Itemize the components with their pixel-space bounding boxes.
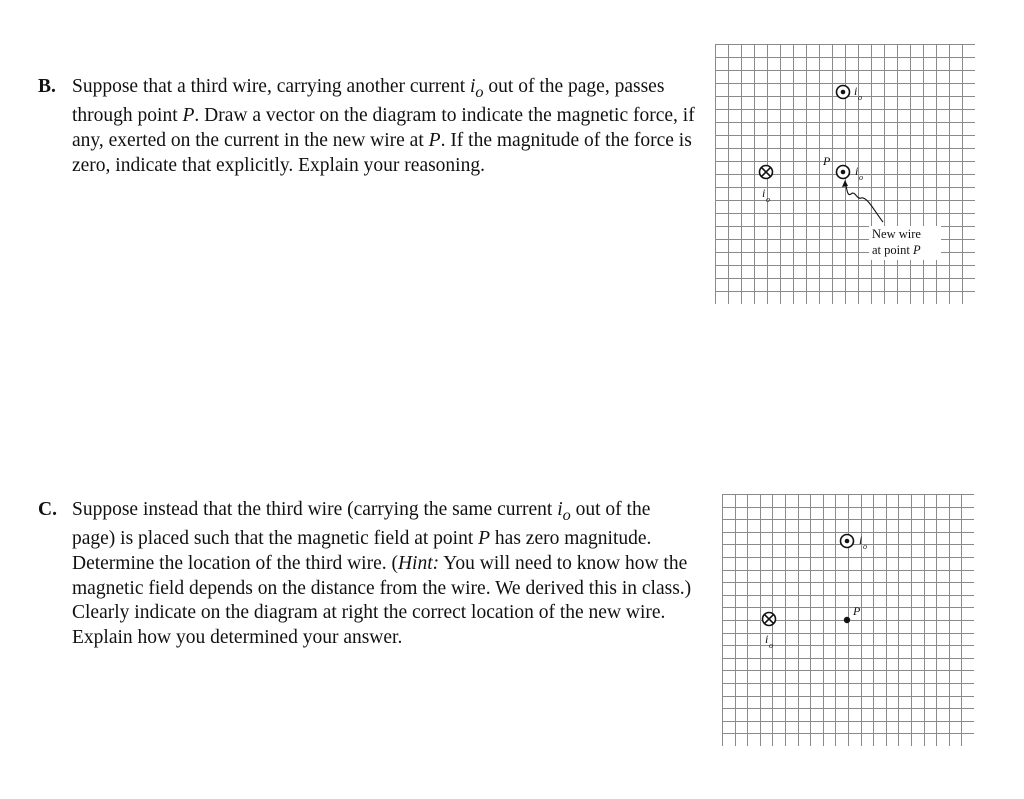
diagram-b-new-wire-current-label: i — [855, 164, 859, 178]
problem-b-text-4: . If the magnitude of the force is zero, indicate that explicitly. Explain your reasoning. — [72, 130, 692, 176]
wire-out-of-page-icon — [837, 86, 850, 99]
diagram-c-current-label-top: i — [859, 533, 863, 547]
problem-b-text-2: out of the page, passes through point — [72, 76, 665, 127]
problem-b — [38, 75, 698, 178]
diagram-c-current-sub-left: o — [769, 641, 773, 650]
point-p-dot[interactable] — [844, 617, 850, 623]
problem-b-current-symbol: i — [470, 76, 476, 97]
problem-c-point-p: P — [478, 528, 491, 550]
problem-c-letter: C. — [38, 499, 57, 520]
wire-into-page-icon — [763, 613, 776, 626]
callout-line-1: New wire — [872, 227, 921, 241]
diagram-c[interactable] — [722, 494, 974, 746]
diagram-b-current-sub-left: o — [766, 195, 770, 204]
diagram-b-current-label-top: i — [854, 84, 858, 98]
diagram-b-new-wire-current-sub: o — [859, 173, 863, 182]
problem-c — [38, 498, 698, 650]
diagram-b-current-label-left: i — [762, 186, 766, 200]
problem-b-letter: B. — [38, 76, 56, 97]
diagram-c-current-label-left: i — [765, 632, 769, 646]
wire-out-of-page-icon — [841, 535, 854, 548]
problem-c-current-symbol: i — [557, 499, 563, 520]
diagram-b[interactable] — [715, 44, 975, 304]
problem-c-current-subscript: o — [562, 505, 571, 524]
problem-b-current-subscript: o — [475, 82, 484, 101]
problem-c-text-4: You will need to know how the magnetic field depends on the distance from the wire. We derived this in class.) Clearly indicate on the diagram at right the correct location of the new wire. Explain how you determined your answer. — [72, 553, 692, 648]
new-wire-out-of-page-icon — [837, 166, 850, 179]
problem-b-point-p-1: P — [182, 105, 195, 127]
wire-into-page-icon — [760, 166, 773, 179]
problem-c-text-1: Suppose instead that the third wire (carrying the same current — [72, 499, 558, 520]
problem-c-text — [72, 498, 698, 650]
problem-c-text-3: has zero magnitude. Determine the location of the third wire. ( — [72, 528, 652, 575]
problem-b-text-1: Suppose that a third wire, carrying another current — [72, 76, 470, 97]
problem-b-point-p-2: P — [428, 130, 441, 152]
diagram-c-current-sub-top: o — [863, 542, 867, 551]
diagram-b-point-label: P — [823, 154, 831, 168]
callout-line-2 — [872, 243, 921, 257]
problem-b-text-3: . Draw a vector on the diagram to indicate the magnetic force, if any, exerted on the current in the new wire at — [72, 105, 695, 152]
diagram-b-current-sub-top: o — [858, 93, 862, 102]
diagram-c-point-label: P — [853, 604, 861, 618]
problem-b-text — [72, 75, 698, 178]
problem-c-hint-label: Hint: — [397, 553, 440, 575]
problem-c-text-2: out of the page) is placed such that the magnetic field at point — [72, 499, 651, 550]
callout-point-p: P — [912, 243, 921, 257]
callout-line-2-text: at point — [872, 243, 910, 257]
